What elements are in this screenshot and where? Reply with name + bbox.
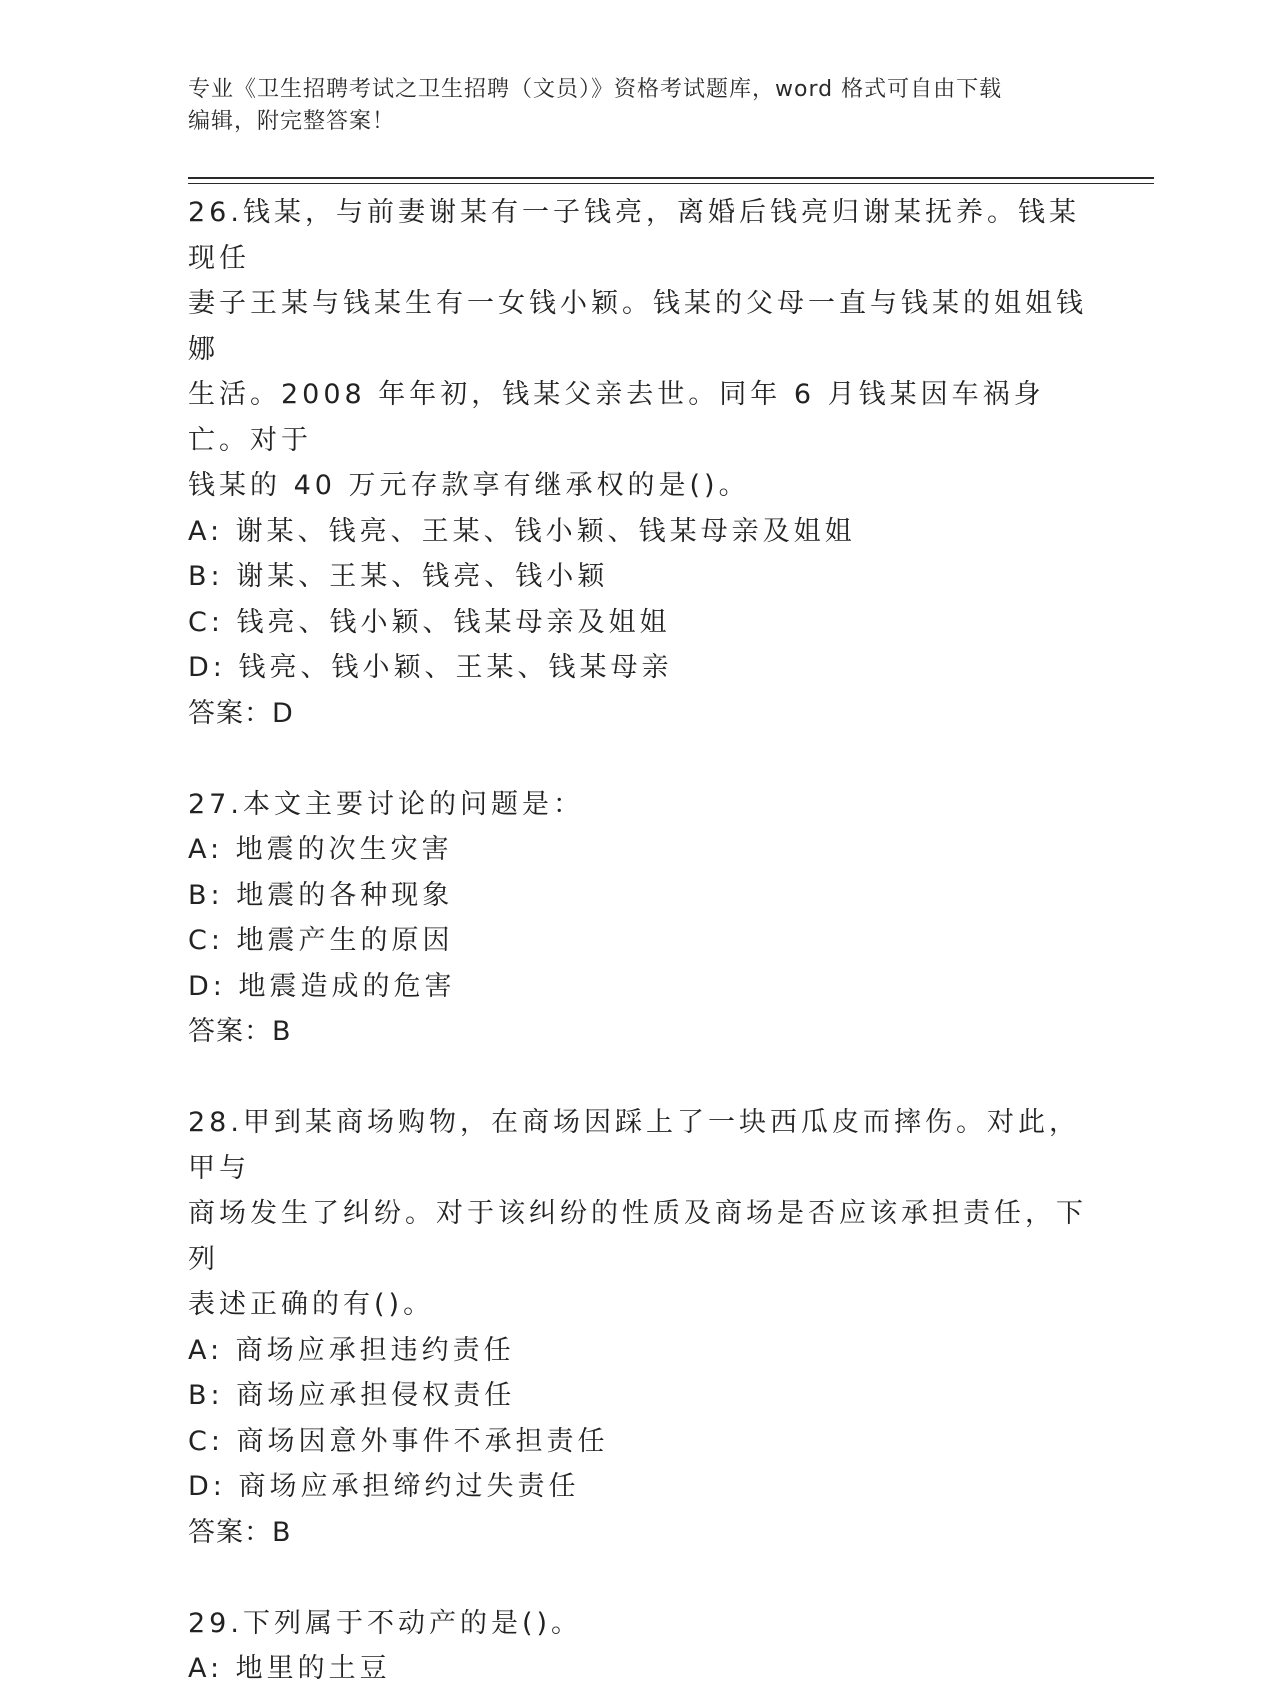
question-stem-line: 27.本文主要讨论的问题是： [188,788,584,820]
option-a: A: 商场应承担违约责任 [188,1334,515,1366]
header-line-1: 专业《卫生招聘考试之卫生招聘（文员）》资格考试题库，word 格式可自由下载 [188,77,1003,102]
question-stem-line: 生活。2008 年年初，钱某父亲去世。同年 6 月钱某因车祸身亡。对于 [188,379,1045,456]
question-stem-line: 商场发生了纠纷。对于该纠纷的性质及商场是否应该承担责任，下列 [188,1198,1087,1275]
option-c: C: 地震产生的原因 [188,925,454,956]
header-line-2: 编辑，附完整答案！ [188,109,396,134]
option-d: D: 地震造成的危害 [188,970,456,1002]
question-stem-line: 29.下列属于不动产的是()。 [188,1607,583,1639]
option-d: D: 商场应承担缔约过失责任 [188,1471,580,1502]
question-stem-line: 钱某的 40 万元存款享有继承权的是()。 [188,470,750,501]
option-b: B: 商场应承担侵权责任 [188,1380,516,1411]
option-c: C: 商场因意外事件不承担责任 [188,1425,609,1457]
option-d: D: 钱亮、钱小颖、王某、钱某母亲 [188,652,673,683]
question-28 [188,1100,1088,1555]
option-b: B: 地震的各种现象 [188,879,454,911]
question-stem-line: 28.甲到某商场购物，在商场因踩上了一块西瓜皮而摔伤。对此，甲与 [188,1107,1080,1184]
question-stem-line: 26.钱某，与前妻谢某有一子钱亮，离婚后钱亮归谢某抚养。钱某现任 [188,197,1080,274]
option-b: B: 谢某、王某、钱亮、钱小颖 [188,561,609,592]
question-spacer [188,736,1088,782]
header-divider-thick [188,177,1154,179]
question-27 [188,782,1088,1055]
question-stem-line: 表述正确的有()。 [188,1289,435,1320]
question-29 [188,1601,1088,1692]
document-header [188,74,1088,138]
option-a: A: 地里的土豆 [188,1653,391,1684]
question-stem-line: 妻子王某与钱某生有一女钱小颖。钱某的父母一直与钱某的姐姐钱娜 [188,288,1087,365]
answer: 答案：D [188,697,294,729]
question-26 [188,190,1088,736]
option-a: A: 地震的次生灾害 [188,834,453,865]
answer: 答案：B [188,1516,292,1548]
option-a: A: 谢某、钱亮、王某、钱小颖、钱某母亲及姐姐 [188,515,856,547]
question-list [188,190,1088,1692]
question-spacer [188,1055,1088,1101]
question-spacer [188,1555,1088,1601]
option-c: C: 钱亮、钱小颖、钱某母亲及姐姐 [188,606,671,638]
answer: 答案：B [188,1016,292,1047]
header-divider-thin [188,183,1154,184]
